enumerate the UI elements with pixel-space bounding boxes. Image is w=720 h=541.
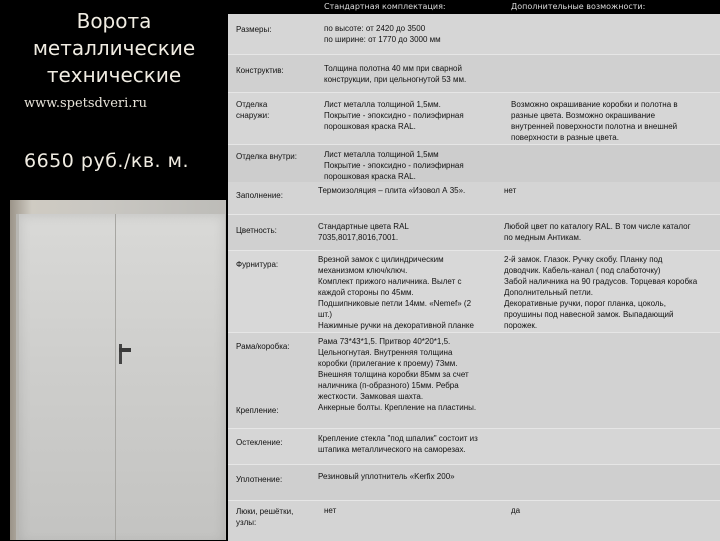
row-label: Люки, решётки, узлы: <box>236 507 294 527</box>
row-standard: Анкерные болты. Крепление на пластины. <box>318 403 477 412</box>
spec-table <box>228 0 720 540</box>
table-row <box>228 250 720 333</box>
table-row <box>228 182 720 214</box>
gate-door-image <box>16 214 225 540</box>
row-extra: 2-й замок. Глазок. Ручку скобу. Планку под доводчик. Кабель-канал ( под слаботочку) Забой наличника на 90 градусов. Торцевая коробка Дополнительный петли. Декоративные ручки, порог планка, цоколь, проушины под навесной замок. Выпадающий порожек. <box>504 255 698 330</box>
door-seam <box>115 214 116 540</box>
row-label: Заполнение: <box>236 191 283 200</box>
row-extra: Любой цвет по каталогу RAL. В том числе каталог по медным Антикам. <box>504 222 691 242</box>
row-standard: Врезной замок с цилиндрическим механизмом ключ/ключ. Комплект прижого наличника. Вылет с каждой стороны по 45мм. Подшипниковые петли 14мм. «Nemef» (2 шт.) Нажимные ручки на декоративной планке <box>318 255 474 330</box>
row-standard: Рама 73*43*1,5. Притвор 40*20*1,5. Цельногнутая. Внутренняя толщина коробки (прилегание к проему) 73мм. Внешняя толщина коробки 85мм за счет наличника (п-образного) 15мм. Ребра жесткости. Замковая шахта. <box>318 337 469 401</box>
table-row <box>228 500 720 541</box>
table-row <box>228 332 720 429</box>
row-standard: по высоте: от 2420 до 3500 по ширине: от 1770 до 3000 мм <box>324 24 441 44</box>
site-url: www.spetsdveri.ru <box>24 96 148 111</box>
door-lever-icon <box>119 348 131 352</box>
table-header <box>228 0 720 14</box>
price: 6650 руб./кв. м. <box>24 150 189 172</box>
row-label: Отделка внутри: <box>236 152 297 161</box>
title-line-2: металлические <box>32 36 196 60</box>
left-panel <box>0 0 228 540</box>
row-standard: нет <box>324 506 337 515</box>
row-label: Остекление: <box>236 438 283 447</box>
table-row <box>228 14 720 54</box>
table-row <box>228 144 720 183</box>
page-title <box>0 8 228 89</box>
door-handle-icon <box>119 344 122 364</box>
title-line-3: технические <box>46 63 182 87</box>
row-label: Конструктив: <box>236 66 284 75</box>
row-label: Размеры: <box>236 25 272 34</box>
row-standard: Стандартные цвета RAL 7035,8017,8016,7001. <box>318 222 409 242</box>
row-standard: Термоизоляция – плита «Изовол А 35». <box>318 186 466 195</box>
row-label: Уплотнение: <box>236 475 283 484</box>
row-label: Цветность: <box>236 226 277 235</box>
row-extra: да <box>511 506 521 515</box>
row-label: Фурнитура: <box>236 260 279 269</box>
row-label: Рама/коробка: <box>236 342 290 351</box>
table-row <box>228 464 720 501</box>
title-line-1: Ворота <box>76 9 152 33</box>
gate-photo <box>10 200 226 540</box>
table-row <box>228 54 720 93</box>
row-standard: Толщина полотна 40 мм при сварной конструкции, при цельногнутой 53 мм. <box>324 64 467 84</box>
row-extra: Возможно окрашивание коробки и полотна в разные цвета. Возможно окрашивание внутренней поверхности полотна и внешней поверхности в разные цвета. <box>511 100 678 142</box>
row-label: Отделка снаружи: <box>236 100 270 120</box>
row-label: Крепление: <box>236 406 279 415</box>
row-extra: нет <box>504 186 517 195</box>
row-standard: Резиновый уплотнитель «Kerfix 200» <box>318 472 455 481</box>
table-row <box>228 214 720 251</box>
row-standard: Крепление стекла "под шпалик" состоит из штапика металлического на саморезах. <box>318 434 478 454</box>
table-row <box>228 428 720 465</box>
table-row <box>228 92 720 145</box>
header-extra: Дополнительные возможности: <box>511 2 646 11</box>
header-standard: Стандартная комплектация: <box>324 2 446 11</box>
row-standard: Лист металла толщиной 1,5мм. Покрытие - эпоксидно - полиэфирная порошковая краска RAL. <box>324 100 464 131</box>
row-standard: Лист металла толщиной 1,5мм Покрытие - эпоксидно - полиэфирная порошковая краска RAL. <box>324 150 464 181</box>
